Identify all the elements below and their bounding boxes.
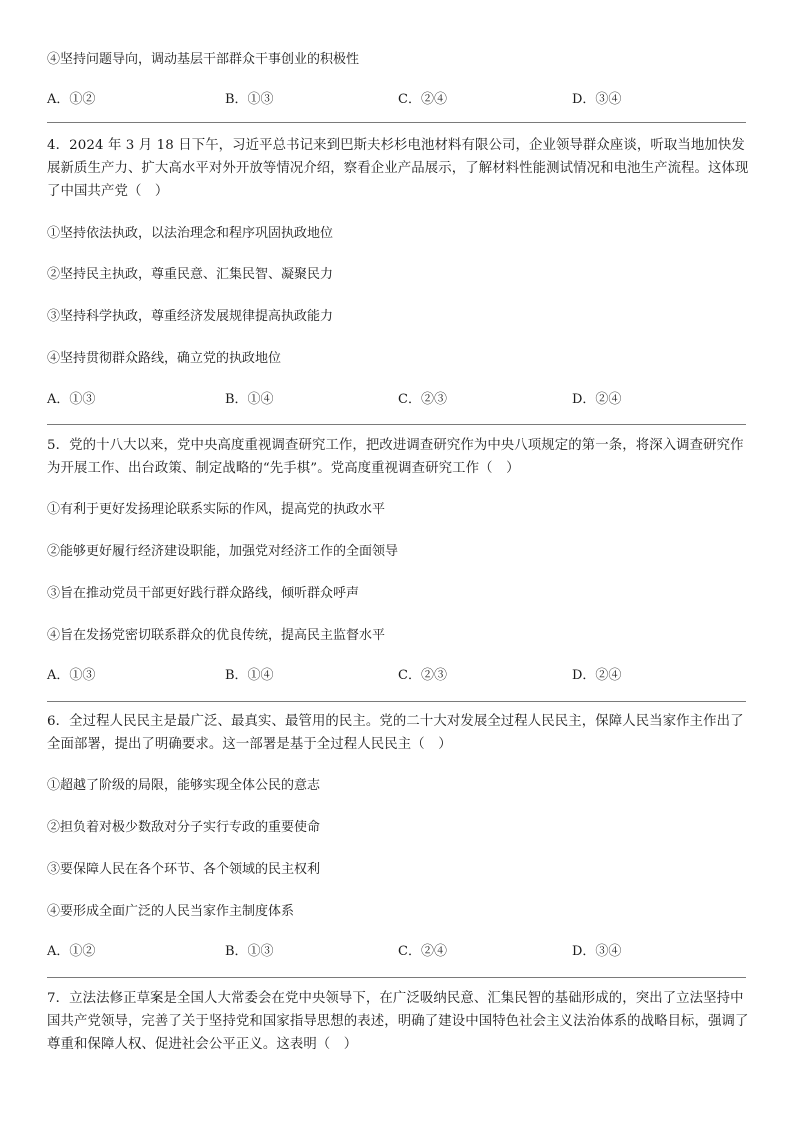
q3-options — [47, 91, 747, 109]
option-d: D．②④ — [572, 668, 622, 683]
q4-stem: 4．2024 年 3 月 18 日下午，习近平总书记来到巴斯夫杉杉电池材料有限公司，企业领导群众座谈，听取当地加快发展新质生产力、扩大高水平对外开放等情况介绍，察看企业产品展示，了解材料性能测试情况和电池生产流程。这体现了中国共产党（ ） — [47, 138, 749, 199]
q5-item-4: ④旨在发扬党密切联系群众的优良传统，提高民主监督水平 — [47, 628, 386, 643]
q4-item-2: ②坚持民主执政，尊重民意、汇集民智、凝聚民力 — [47, 267, 334, 282]
option-c: C．②④ — [398, 92, 447, 107]
q6-item-3: ③要保障人民在各个环节、各个领域的民主权利 — [47, 862, 321, 877]
divider — [47, 122, 746, 123]
divider — [47, 977, 746, 978]
q5-item-1: ①有利于更好发扬理论联系实际的作风，提高党的执政水平 — [47, 502, 386, 517]
q6-stem: 6．全过程人民民主是最广泛、最真实、最管用的民主。党的二十大对发展全过程人民民主，保障人民当家作主作出了全面部署，提出了明确要求。这一部署是基于全过程人民民主（ ） — [47, 714, 744, 752]
option-d: D．③④ — [572, 92, 622, 107]
option-a: A．①② — [47, 944, 96, 959]
option-b: B．①③ — [225, 944, 274, 959]
option-b: B．①④ — [225, 392, 274, 407]
option-b: B．①③ — [225, 92, 274, 107]
q4-options — [47, 391, 747, 409]
q6-options — [47, 943, 747, 961]
option-a: A．①③ — [47, 668, 96, 683]
q7-stem: 7．立法法修正草案是全国人大常委会在党中央领导下，在广泛吸纳民意、汇集民智的基础形成的，突出了立法坚持中国共产党领导，完善了关于坚持党和国家指导思想的表述，明确了建设中国特色社会主义法治体系的战略目标，强调了尊重和保障人权、促进社会公平正义。这表明（ ） — [47, 991, 749, 1052]
q6-item-2: ②担负着对极少数敌对分子实行专政的重要使命 — [47, 820, 321, 835]
option-c: C．②③ — [398, 392, 447, 407]
q5-item-2: ②能够更好履行经济建设职能，加强党对经济工作的全面领导 — [47, 544, 399, 559]
option-b: B．①④ — [225, 668, 274, 683]
q3-item-4: ④坚持问题导向，调动基层干部群众干事创业的积极性 — [47, 52, 360, 67]
q6-item-4: ④要形成全面广泛的人民当家作主制度体系 — [47, 904, 295, 919]
q5-options — [47, 667, 747, 685]
option-c: C．②④ — [398, 944, 447, 959]
q4-item-1: ①坚持依法执政，以法治理念和程序巩固执政地位 — [47, 226, 334, 241]
q5-item-3: ③旨在推动党员干部更好践行群众路线，倾听群众呼声 — [47, 586, 360, 601]
divider — [47, 701, 746, 702]
option-d: D．②④ — [572, 392, 622, 407]
option-d: D．③④ — [572, 944, 622, 959]
q5-stem: 5．党的十八大以来，党中央高度重视调查研究工作，把改进调查研究作为中央八项规定的第一条，将深入调查研究作为开展工作、出台政策、制定战略的“先手棋”。党高度重视调查研究工作（ ） — [47, 438, 744, 476]
q4-item-4: ④坚持贯彻群众路线，确立党的执政地位 — [47, 351, 282, 366]
q6-item-1: ①超越了阶级的局限，能够实现全体公民的意志 — [47, 778, 321, 793]
divider — [47, 424, 746, 425]
option-c: C．②③ — [398, 668, 447, 683]
q4-item-3: ③坚持科学执政，尊重经济发展规律提高执政能力 — [47, 309, 334, 324]
option-a: A．①② — [47, 92, 96, 107]
option-a: A．①③ — [47, 392, 96, 407]
